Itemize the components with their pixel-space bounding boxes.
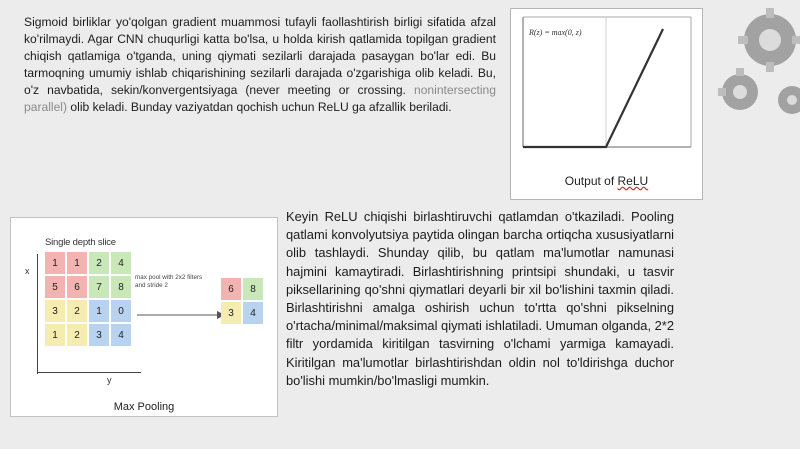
input-cell: 7 — [89, 276, 109, 298]
pooling-note-line1: max pool with 2x2 filters — [135, 274, 203, 281]
pooling-axis-x-label: x — [25, 266, 30, 276]
input-cell: 2 — [67, 324, 87, 346]
pooling-axis-y-label: y — [107, 375, 112, 385]
pooling-arrow-icon — [137, 310, 227, 320]
input-cell: 6 — [67, 276, 87, 298]
relu-curve — [523, 29, 663, 147]
relu-caption-prefix: Output of — [564, 174, 618, 188]
input-cell: 0 — [111, 300, 131, 322]
output-cell: 6 — [221, 278, 241, 300]
pooling-vertical-axis — [37, 254, 38, 374]
intro-end-text: olib keladi. Bunday vaziyatdan qochish uchun ReLU ga afzallik beriladi. — [70, 100, 452, 115]
relu-caption-term: ReLU — [617, 174, 649, 188]
input-cell: 4 — [111, 324, 131, 346]
input-cell: 1 — [67, 252, 87, 274]
pooling-output-grid — [221, 278, 263, 324]
pooling-input-grid — [45, 252, 131, 346]
relu-figure — [510, 8, 703, 200]
input-cell: 1 — [45, 252, 65, 274]
output-cell: 8 — [243, 278, 263, 300]
input-cell: 2 — [89, 252, 109, 274]
relu-caption — [511, 174, 702, 188]
input-cell: 8 — [111, 276, 131, 298]
gears-decoration-image — [700, 0, 800, 120]
pooling-slice-title: Single depth slice — [45, 237, 116, 248]
input-cell: 1 — [89, 300, 109, 322]
pooling-note — [135, 274, 223, 290]
input-cell: 3 — [89, 324, 109, 346]
intro-paragraph — [24, 14, 496, 117]
relu-formula: R(z) = max(0, z) — [529, 28, 582, 37]
input-cell: 4 — [111, 252, 131, 274]
output-cell: 3 — [221, 302, 241, 324]
intro-text: Sigmoid birliklar yo'qolgan gradient muammosi tufayli faollashtirish birligi sifatida afzal ko'rilmaydi. Agar CNN chuqurligi katta bo'lsa, u holda kirish qatlamida topilgan gradient chiqish qatlamiga o'tganda, uning qiymati sezilarli darajada pasaygan bo'lar edi. Bu tarmoqning umumiy ishlab chiqarishining sezilarli darajada o'zgarishiga olib keladi. Bu, o'z navbatida, sekin/konvergentsiyaga (never meeting or crossing. — [24, 15, 496, 98]
relu-plot — [511, 9, 702, 199]
pooling-paragraph: Keyin ReLU chiqishi birlashtiruvchi qatlamdan o'tkaziladi. Pooling qatlami konvolyutsiya paytida olingan barcha ortiqcha xususiyatlarni olib tashlaydi. Shunday qilib, bu qatlam ma'lumotlar namunasi hajmini kamaytiradi. Birlashtirishning printsipi shundaki, u tasvir piksellarining qo'shni qiymatlari deyarli bir xil bo'lishini taxmin qiladi. Birlashtirishni amalga oshirish uchun to'rtta qo'shni pikselning o'rtacha/minimal/maksimal qiymati ishlatiladi. Umuman olganda, 2*2 filtr yordamida kiritilgan tasvirning o'lchami yarmiga kamayadi. Kiritilgan ma'lumotlar birlashtirishdan oldin nol to'ldirishga duchor bo'lishi mumkin/bo'lmasligi mumkin. — [286, 209, 674, 388]
input-cell: 5 — [45, 276, 65, 298]
input-cell: 3 — [45, 300, 65, 322]
input-cell: 2 — [67, 300, 87, 322]
pooling-horizontal-axis — [37, 372, 141, 373]
pooling-caption: Max Pooling — [113, 401, 175, 413]
output-cell: 4 — [243, 302, 263, 324]
max-pooling-figure — [10, 217, 278, 417]
pooling-note-line2: and stride 2 — [135, 282, 168, 289]
intro-muted-text: nonintersecting parallel) — [24, 83, 496, 115]
input-cell: 1 — [45, 324, 65, 346]
